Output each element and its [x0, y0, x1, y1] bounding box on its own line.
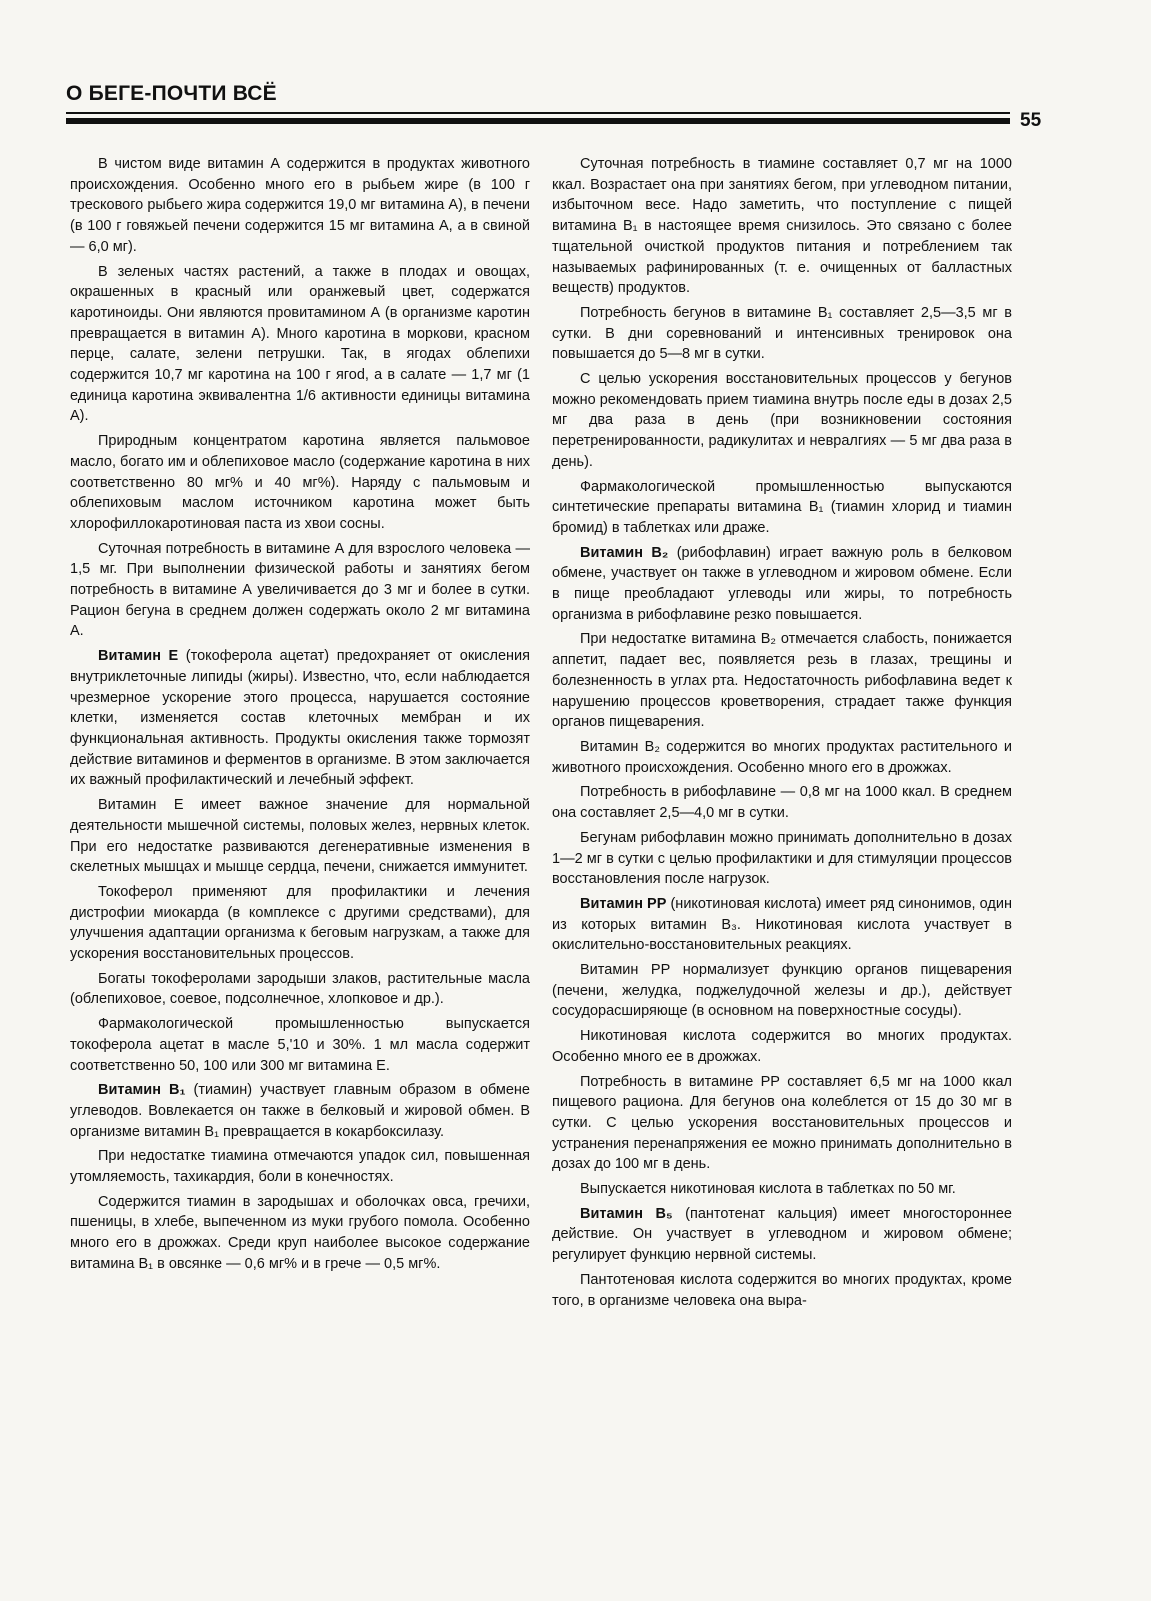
paragraph — [552, 629, 1012, 733]
paragraph-text: Природным концентратом каротина является пальмовое масло, богато им и облепиховое масло (содержание каротина в них соответственно 80 мг% и 40 мг%). Наряду с пальмовым и облепиховым маслом источником каротина может быть хлорофиллокаротиновая паста из хвои сосны. — [70, 433, 530, 532]
header-rule — [66, 112, 1010, 128]
paragraph — [552, 543, 1012, 626]
paragraph — [70, 262, 530, 428]
running-header-title: О БЕГЕ-ПОЧТИ ВСЁ — [66, 82, 277, 105]
paragraph-lead: Витамин Е — [98, 648, 179, 665]
paragraph — [70, 646, 530, 791]
paragraph-text: Бегунам рибофлавин можно принимать дополнительно в дозах 1—2 мг в сутки с целью профилактики и для стимуляции процессов восстановления после нагрузок. — [552, 829, 1012, 888]
paragraph-text: Потребность бегунов в витамине В₁ составляет 2,5—3,5 мг в сутки. В дни соревнований и интенсивных тренировок она повышается до 5—8 мг в сутки. — [552, 304, 1012, 363]
paragraph-text: Суточная потребность в витамине А для взрослого человека — 1,5 мг. При выполнении физической работы и занятиях бегом потребность в витамине А увеличивается до 3 мг и более в сутки. Рацион бегуна в среднем должен содержать около 2 мг витамина А. — [70, 540, 530, 640]
paragraph — [552, 369, 1012, 473]
paragraph-text: Фармакологической промышленностью выпускается токоферола ацетат в масле 5,'10 и 30%. 1 мл масла содержит соответственно 50, 100 или 300 мг витамина Е. — [70, 1016, 530, 1074]
paragraph-lead: Витамин В₅ — [580, 1205, 673, 1222]
paragraph-text: Витамин Е имеет важное значение для нормальной деятельности мышечной системы, половых желез, нервных клеток. При его недостатке развиваются дегенеративные изменения в скелетных мышцах и мышце сердца, печени, снижается иммунитет. — [70, 797, 530, 876]
paragraph-text: При недостатке тиамина отмечаются упадок сил, повышенная утомляемость, тахикардия, боли в конечностях. — [70, 1148, 530, 1186]
paragraph-text: Потребность в рибофлавине — 0,8 мг на 1000 ккал. В среднем она составляет 2,5—4,0 мг в сутки. — [552, 784, 1012, 822]
right-text-column — [552, 154, 1012, 1315]
paragraph-text: В чистом виде витамин А содержится в продуктах животного происхождения. Особенно много его в рыбьем жире (в 100 г трескового рыбьего жира содержится 19,0 мг витамина А), в печени (в 100 г говяжьей печени содержится 15 мг витамина А, а в свиной — 6,0 мг). — [70, 156, 530, 255]
paragraph-lead: Витамин РР — [580, 895, 667, 912]
paragraph-text: Выпускается никотиновая кислота в таблетках по 50 мг. — [580, 1181, 956, 1198]
paragraph-text: Никотиновая кислота содержится во многих продуктах. Особенно много ее в дрожжах. — [552, 1028, 1012, 1065]
paragraph — [70, 1192, 530, 1275]
paragraph — [552, 1270, 1012, 1311]
paragraph — [552, 477, 1012, 539]
paragraph-text: Витамин В₂ содержится во многих продуктах растительного и животного происхождения. Особенно много его в дрожжах. — [552, 738, 1012, 776]
paragraph — [552, 1179, 1012, 1200]
paragraph-text: (никотиновая кислота) имеет ряд синонимов, один из которых витамин В₃. Никотиновая кислота участвует в окислительно-восстановительных реакциях. — [552, 895, 1012, 954]
paragraph-text: (тиамин) участвует главным образом в обмене углеводов. Вовлекается он также в белковый и жировой обмен. В организме витамин В₁ превращается в кокарбоксилазу. — [70, 1082, 530, 1140]
paragraph — [552, 737, 1012, 778]
paragraph-text: (рибофлавин) играет важную роль в белковом обмене, участвует он также в углеводном и жировом обмене. Если в пище преобладают углеводы или жиры, то потребность организма в рибофлавине резко повышается. — [552, 544, 1012, 623]
paragraph — [552, 828, 1012, 890]
paragraph-lead: Витамин В₂ — [580, 544, 669, 561]
paragraph — [70, 431, 530, 535]
paragraph-text: Витамин РР нормализует функцию органов пищеварения (печени, желудка, поджелудочной железы и др.), действует сосудорасширяюще (в основном на поверхностные сосуды). — [552, 962, 1012, 1020]
paragraph — [552, 894, 1012, 956]
paragraph — [552, 154, 1012, 299]
header-rule-thin — [66, 112, 1010, 114]
paragraph — [552, 1026, 1012, 1067]
paragraph-text: При недостатке витамина В₂ отмечается слабость, понижается аппетит, падает вес, появляется резь в глазах, трещины и болезненность в углах рта. Недостаточность рибофлавина ведет к нарушению процессов кроветворения, страдает также функция органов пищеварения. — [552, 631, 1012, 731]
paragraph — [70, 1146, 530, 1187]
paragraph-text: (пантотенат кальция) имеет многостороннее действие. Он участвует в углеводном и жировом обмене; регулирует функцию нервной системы. — [552, 1205, 1012, 1264]
paragraph-text: Потребность в витамине РР составляет 6,5 мг на 1000 ккал пищевого рациона. Для бегунов она колеблется от 15 до 30 мг в сутки. С целью ускорения восстановительных процессов и устранения перенапряжения ее можно принимать дополнительно в дозах до 100 мг в день. — [552, 1073, 1012, 1173]
paragraph — [70, 882, 530, 965]
paragraph — [70, 795, 530, 878]
paragraph-text: С целью ускорения восстановительных процессов у бегунов можно рекомендовать прием тиамина внутрь после еды в дозах 2,5 мг два раза в день (при возникновении состояния перетренированности, радикулитах и невралгиях — 5 мг два раза в день). — [552, 371, 1012, 470]
left-text-column — [70, 154, 530, 1279]
paragraph — [70, 154, 530, 258]
paragraph-text: Содержится тиамин в зародышах и оболочках овса, гречихи, пшеницы, в хлебе, выпеченном из муки грубого помола. Особенно много его в дрожжах. Среди круп наиболее высокое содержание витамина В₁ в овсянке — 0,6 мг% и в грече — 0,5 мг%. — [70, 1193, 530, 1272]
paragraph — [70, 539, 530, 643]
paragraph — [70, 1080, 530, 1142]
paragraph-text: Фармакологической промышленностью выпускаются синтетические препараты витамина В₁ (тиамин хлорид и тиамин бромид) в таблетках или драже. — [552, 478, 1012, 536]
paragraph-text: В зеленых частях растений, а также в плодах и овощах, окрашенных в красный или оранжевый цвет, содержатся каротиноиды. Они являются провитамином А (в организме каротин превращается в витамин А). Много каротина в моркови, красном перце, салате, зелени петрушки. Так, в ягодах облепихи содержится 10,7 мг каротина на 100 г ягоd, а в салате — 1,7 мг (1 единица каротина эквивалентна 1/6 активности единицы витамина А). — [70, 263, 530, 425]
paragraph-text: Суточная потребность в тиамине составляет 0,7 мг на 1000 ккал. Возрастает она при занятиях бегом, при углеводном питании, избыточном весе. Надо заметить, что поступление с пищей витамина В₁ в настоящее время снизилось. Это связано с более тщательной очисткой продуктов питания и потреблением так называемых рафинированных (т. е. очищенных от балластных веществ) продуктов. — [552, 156, 1012, 297]
paragraph-text: Богаты токоферолами зародыши злаков, растительные масла (облепиховое, соевое, подсолнечное, хлопковое и др.). — [70, 970, 530, 1008]
paragraph-lead: Витамин В₁ — [98, 1082, 186, 1099]
paragraph-text: Пантотеновая кислота содержится во многих продуктах, кроме того, в организме человека она выра- — [552, 1271, 1012, 1309]
paragraph — [552, 303, 1012, 365]
paragraph — [70, 969, 530, 1010]
paragraph — [552, 1072, 1012, 1176]
page-number: 55 — [1020, 110, 1042, 131]
header-rule-thick — [66, 118, 1010, 124]
paragraph — [552, 782, 1012, 823]
paragraph — [552, 1204, 1012, 1266]
paragraph — [70, 1014, 530, 1076]
paragraph-text: (токоферола ацетат) предохраняет от окисления внутриклеточные липиды (жиры). Известно, что, если наблюдается чрезмерное ускорение этого процесса, нарушается состояние клетки, изменяется состав клеточных мембран и их функциональная активность. Продукты окисления также тормозят действие витаминов и ферментов в организме. В этом заключается их важный профилактический и лечебный эффект. — [70, 648, 531, 789]
paragraph-text: Токоферол применяют для профилактики и лечения дистрофии миокарда (в комплексе с другими средствами), для улучшения адаптации организма к беговым нагрузкам, а также для ускорения восстановительных процессов. — [70, 883, 530, 963]
paragraph — [552, 960, 1012, 1022]
